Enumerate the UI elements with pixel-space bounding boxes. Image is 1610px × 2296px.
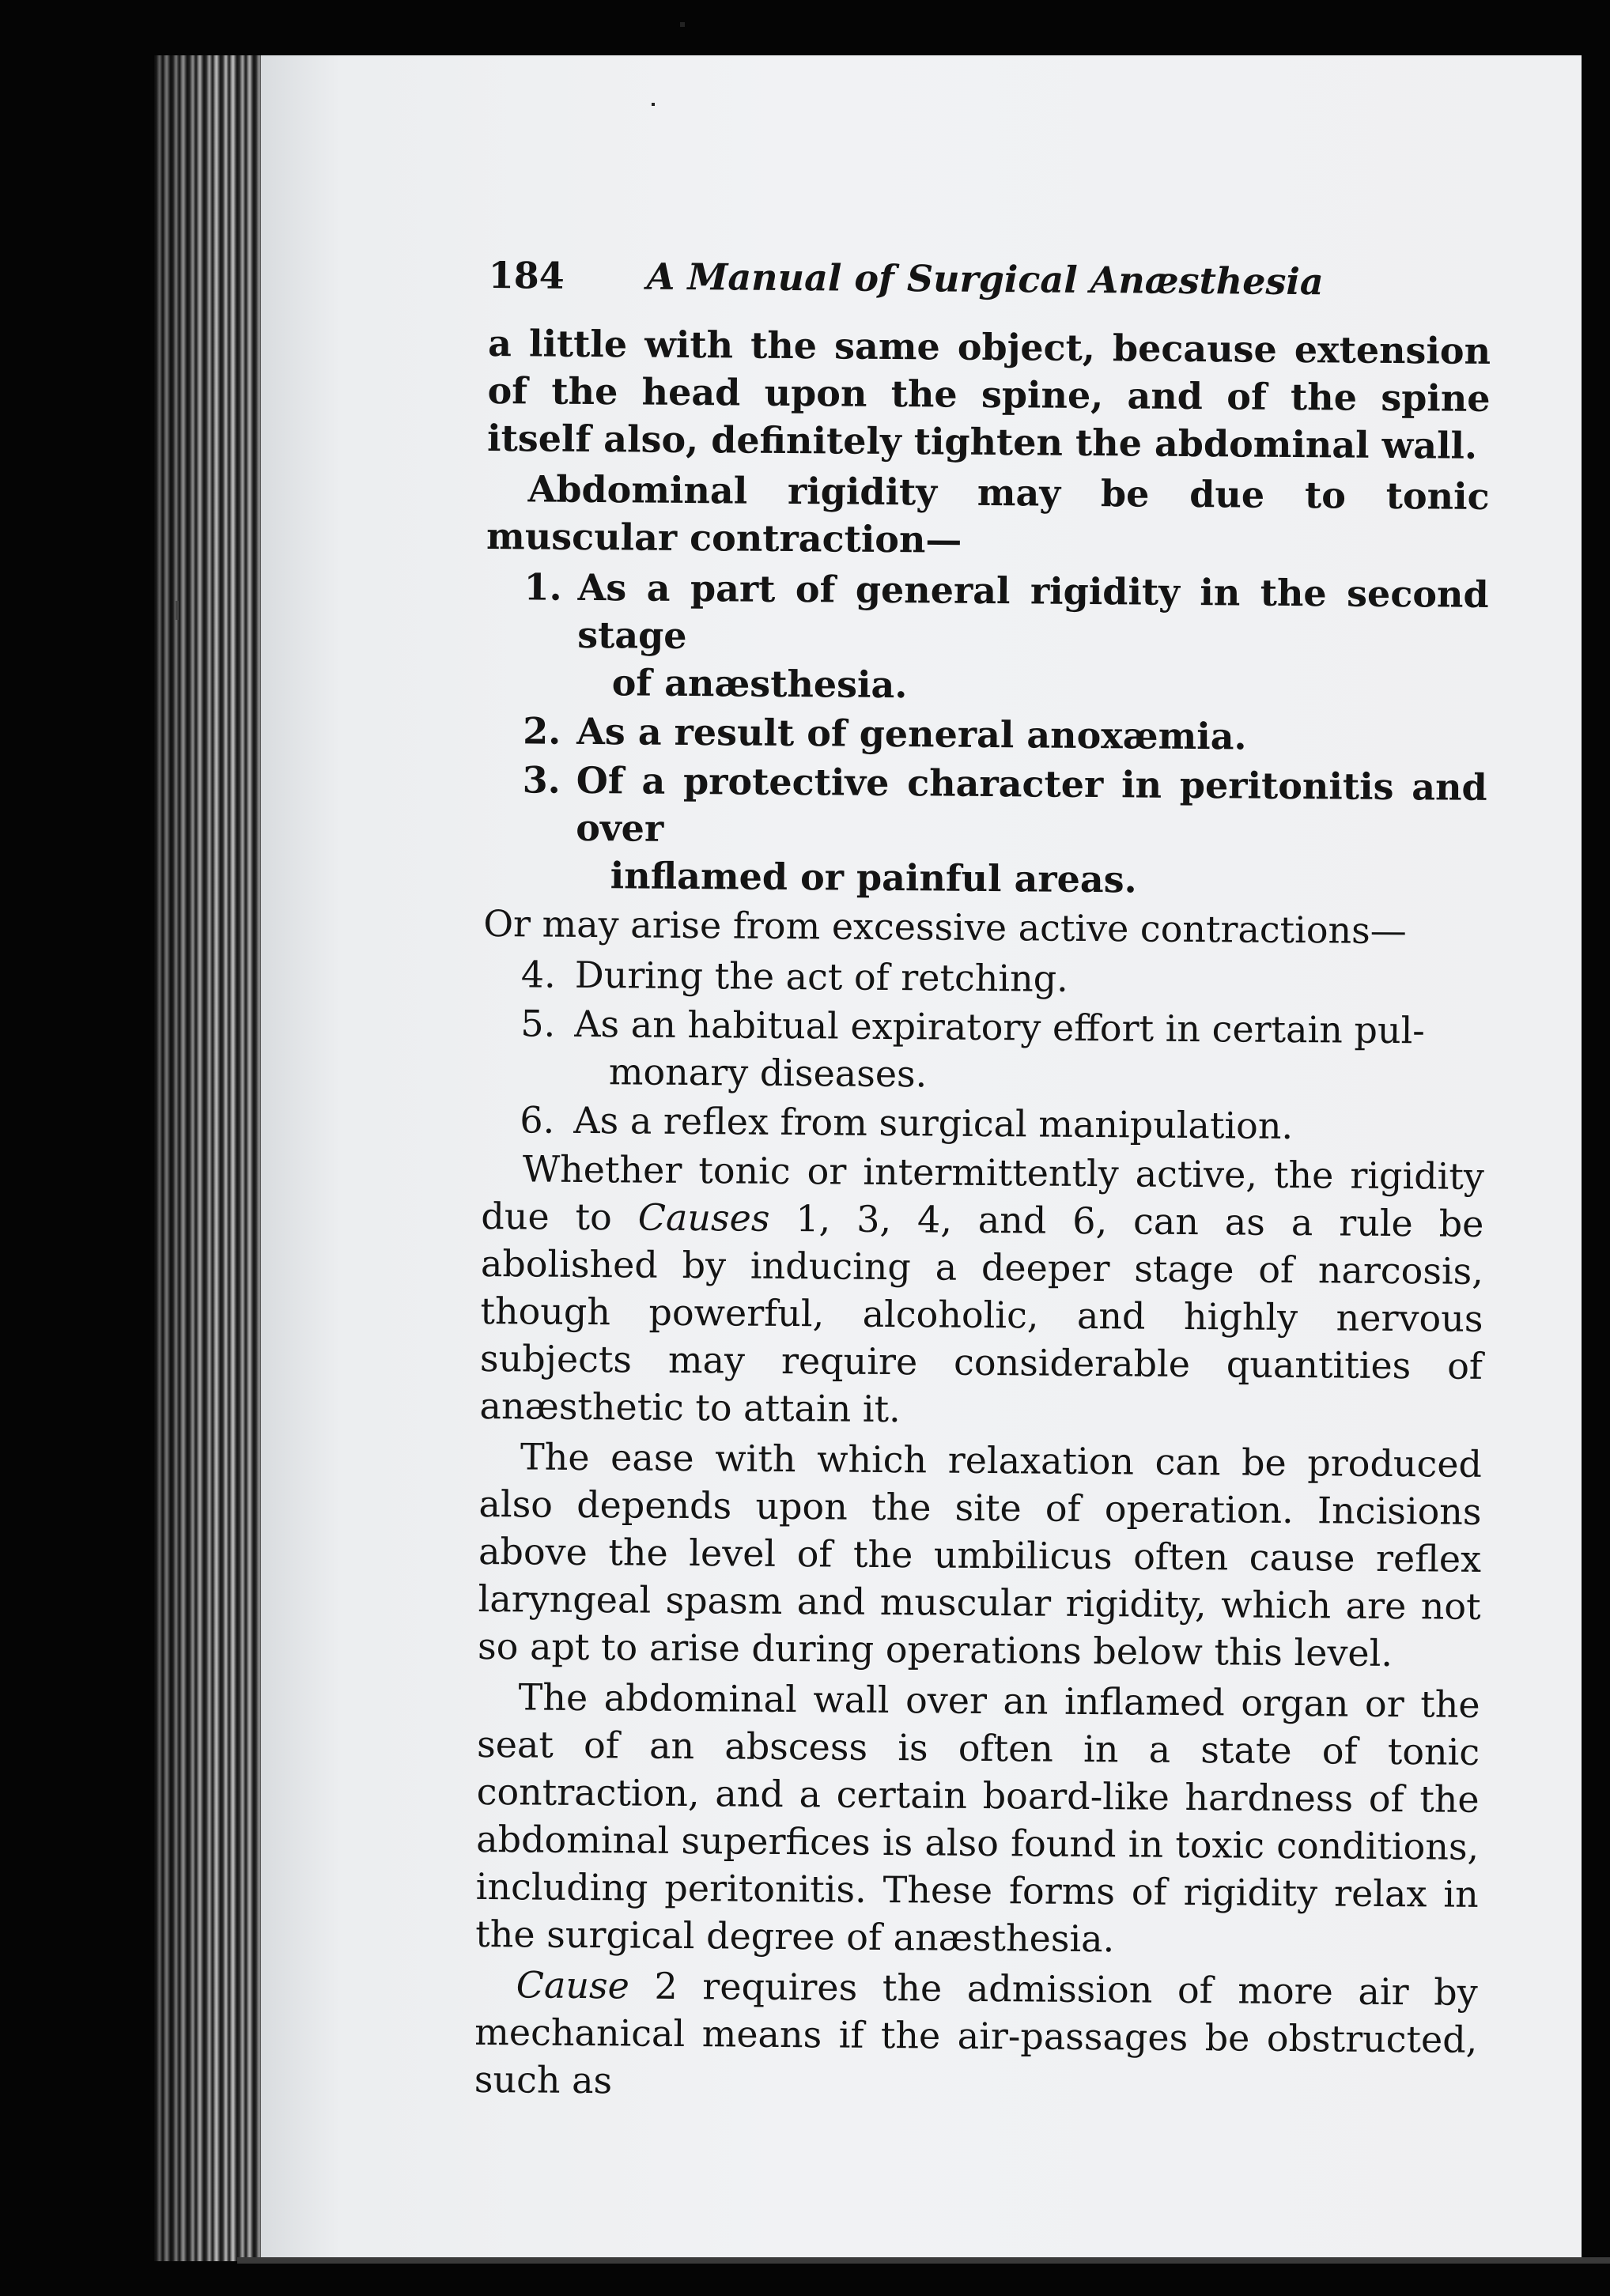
list-text-line: As a part of general rigidity in the second stage bbox=[576, 565, 1489, 657]
list-item-5 bbox=[482, 999, 1486, 1102]
paragraph-7-rest: 2 requires the admission of more air by mechanical means if the air-passages be obstructed, such as bbox=[474, 1964, 1478, 2102]
page-number: 184 bbox=[488, 253, 565, 297]
list-text-continuation: of anæsthesia. bbox=[611, 661, 908, 707]
list-text bbox=[574, 1000, 1486, 1102]
list-text bbox=[576, 564, 1488, 713]
scan-speck bbox=[680, 22, 685, 27]
page-text bbox=[474, 251, 1491, 2114]
running-title: A Manual of Surgical Anæsthesia bbox=[646, 255, 1324, 304]
list-item-3 bbox=[484, 756, 1487, 906]
list-number: 3. bbox=[522, 758, 561, 802]
list-number: 2. bbox=[523, 709, 561, 753]
list-number: 6. bbox=[520, 1098, 555, 1142]
list-number: 4. bbox=[520, 953, 556, 996]
paragraph-4 bbox=[479, 1145, 1484, 1437]
edge-shadow bbox=[154, 55, 273, 2261]
scan-speck bbox=[652, 103, 655, 106]
list-item-1 bbox=[485, 563, 1488, 713]
list-text: During the act of retching. bbox=[574, 953, 1069, 1000]
margin-mark bbox=[176, 601, 179, 620]
list-item-2 bbox=[485, 707, 1487, 762]
page-bottom-edge bbox=[237, 2257, 1610, 2264]
paragraph-3: Or may arise from excessive active contractions— bbox=[483, 901, 1408, 953]
paragraph-4-start: Whether tonic or intermittently active, the rigidity due to bbox=[481, 1147, 1485, 1239]
paragraph-7 bbox=[474, 1961, 1478, 2111]
list-number: 5. bbox=[520, 1002, 556, 1045]
paragraph-6: The abdominal wall over an inflamed organ or the seat of an abscess is often in a state of tonic contraction, and a certain board-like hardness of the abdominal superfices is also found in toxic conditions, including peritonitis. These forms of rigidity relax in the surgical degree of anæsthesia. bbox=[475, 1675, 1480, 1961]
causes-term: Causes bbox=[637, 1195, 770, 1240]
list-text-continuation: monary diseases. bbox=[608, 1050, 928, 1096]
list-text: As a result of general anoxæmia. bbox=[576, 709, 1247, 758]
list-text-line: Of a protective character in peritonitis and over bbox=[576, 758, 1487, 850]
paragraph-5: The ease with which relaxation can be produced also depends upon the site of operation. Incisions above the level of the umbilicus often cause reflex laryngeal spasm and muscular rigidity, which are not so apt to arise during operations below this level. bbox=[477, 1435, 1483, 1675]
running-header bbox=[488, 251, 1491, 315]
list-text: As a reflex from surgical manipulation. bbox=[573, 1098, 1294, 1148]
list-text bbox=[576, 757, 1487, 906]
list-number: 1. bbox=[523, 565, 562, 609]
list-text-line: As an habitual expiratory effort in certain pul- bbox=[574, 1002, 1426, 1052]
list-text-continuation: inflamed or painful areas. bbox=[610, 854, 1137, 901]
cause-term: Cause bbox=[516, 1963, 630, 2007]
paragraph-4-rest: 1, 3, 4, and 6, can as a rule be abolished by inducing a deeper stage of narcosis, though powerful, alcoholic, and highly nervous subjects may require considerable quantities of anæsthetic to attain it. bbox=[479, 1196, 1484, 1431]
list-item-4 bbox=[483, 950, 1486, 1006]
list-item-6 bbox=[482, 1096, 1484, 1151]
paragraph-1: a little with the same object, because extension of the head upon the spine, and of the spine itself also, definitely tighten the abdominal wall. bbox=[486, 321, 1491, 467]
paragraph-2: Abdominal rigidity may be due to tonic muscular contraction— bbox=[486, 467, 1490, 561]
